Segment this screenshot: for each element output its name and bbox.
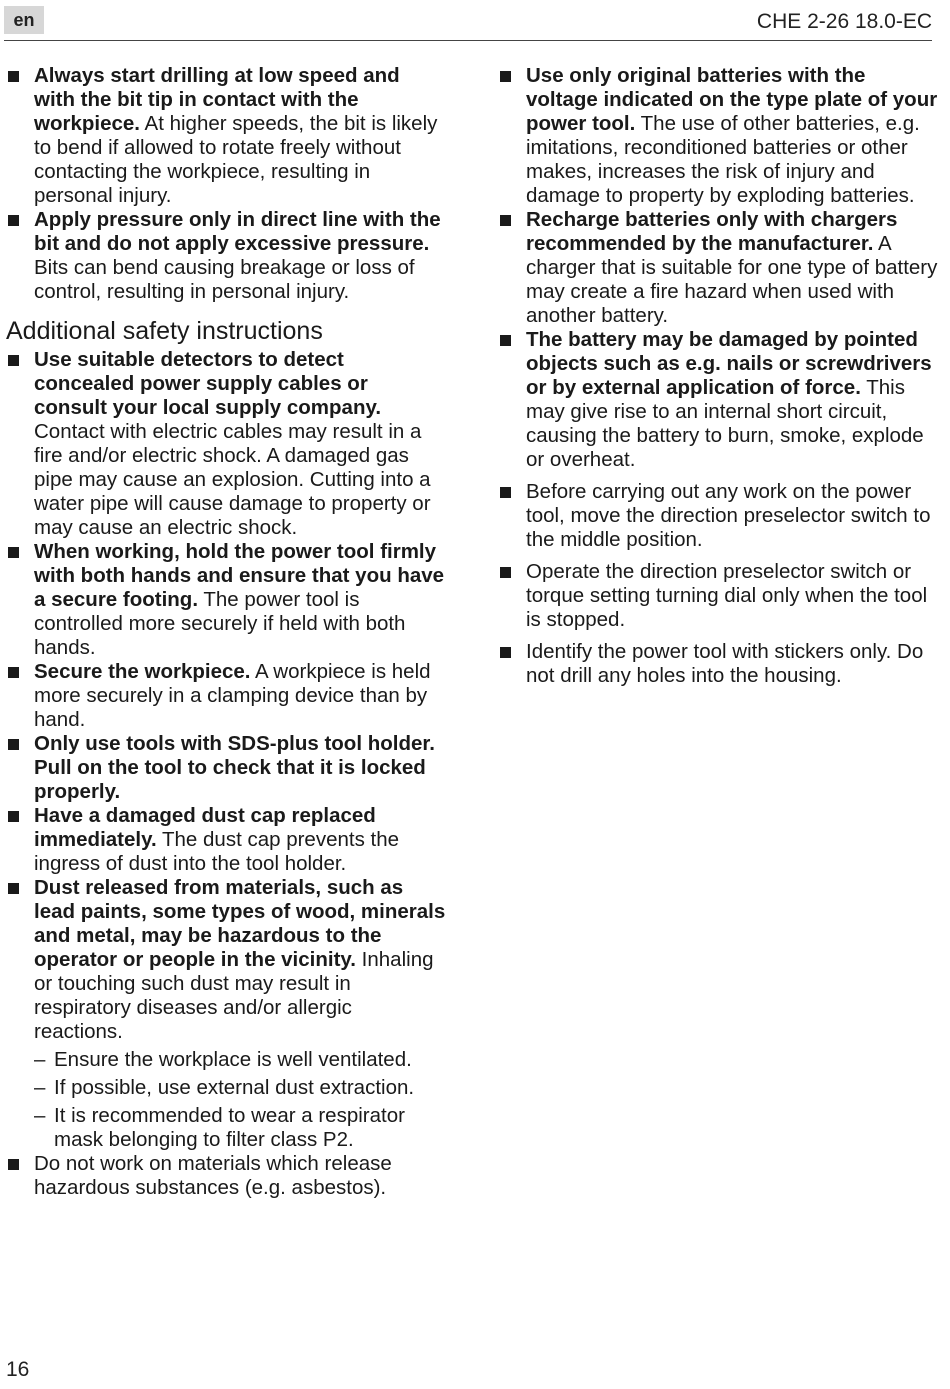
item-text: Before carrying out any work on the power tool, move the direction preselector switch to the middle position. [526, 480, 931, 551]
square-bullet-icon [500, 567, 511, 578]
dash-item-text: Ensure the workplace is well ventilated. [54, 1048, 412, 1071]
square-bullet-icon [8, 215, 19, 226]
safety-item [6, 660, 446, 732]
safety-item [6, 64, 446, 208]
square-bullet-icon [8, 883, 19, 894]
item-text: Identify the power tool with stickers only. Do not drill any holes into the housing. [526, 640, 924, 687]
safety-item [6, 804, 446, 876]
safety-item [6, 1152, 446, 1200]
left-column [6, 64, 446, 1200]
dash-list-item [6, 1076, 446, 1100]
item-bold-text: Secure the workpiece. [34, 660, 251, 683]
square-bullet-icon [8, 739, 19, 750]
safety-item [498, 480, 938, 552]
square-bullet-icon [8, 811, 19, 822]
item-bold-text: The battery may be damaged by pointed objects such as e.g. nails or screwdrivers or by external application of force. [526, 328, 932, 399]
square-bullet-icon [500, 215, 511, 226]
item-text: Contact with electric cables may result in a fire and/or electric shock. A damaged gas pipe may cause an explosion. Cutting into a water pipe will cause damage to property or may cause an electric shock. [34, 420, 431, 539]
item-text: At higher speeds, the bit is likely to bend if allowed to rotate freely without contacting the workpiece, resulting in personal injury. [34, 112, 438, 207]
item-bold-text: Use suitable detectors to detect concealed power supply cables or consult your local supply company. [34, 348, 382, 419]
safety-item [6, 876, 446, 1044]
document-code: CHE 2-26 18.0-EC [756, 10, 932, 33]
item-text: This may give rise to an internal short circuit, causing the battery to burn, smoke, explode or overheat. [526, 376, 924, 471]
safety-item [498, 640, 938, 688]
safety-item [498, 64, 938, 208]
item-bold-text: Always start drilling at low speed and with the bit tip in contact with the workpiece. [34, 64, 400, 135]
page-number: 16 [6, 1358, 30, 1381]
item-text: Bits can bend causing breakage or loss of control, resulting in personal injury. [34, 256, 415, 303]
dash-bullet: – [34, 1076, 46, 1099]
square-bullet-icon [500, 71, 511, 82]
item-text: A workpiece is held more securely in a clamping device than by hand. [34, 660, 431, 731]
safety-item [498, 560, 938, 632]
square-bullet-icon [8, 71, 19, 82]
square-bullet-icon [8, 547, 19, 558]
item-bold-text: Have a damaged dust cap replaced immediately. [34, 804, 376, 851]
section-heading: Additional safety instructions [6, 317, 323, 345]
item-text: A charger that is suitable for one type of battery may create a fire hazard when used with another battery. [526, 232, 938, 327]
dash-bullet: – [34, 1104, 46, 1127]
item-bold-text: Apply pressure only in direct line with the bit and do not apply excessive pressure. [34, 208, 441, 255]
dash-item-text: If possible, use external dust extraction. [54, 1076, 415, 1099]
square-bullet-icon [8, 355, 19, 366]
dash-item-text: It is recommended to wear a respirator mask belonging to filter class P2. [54, 1104, 405, 1151]
header-divider [4, 40, 932, 41]
safety-item [6, 348, 446, 540]
safety-item [6, 208, 446, 304]
safety-item [498, 208, 938, 328]
item-text: The power tool is controlled more securely if held with both hands. [34, 588, 406, 659]
square-bullet-icon [500, 487, 511, 498]
item-text: The dust cap prevents the ingress of dust into the tool holder. [34, 828, 400, 875]
item-bold-text: Recharge batteries only with chargers recommended by the manufacturer. [526, 208, 898, 255]
item-bold-text: Only use tools with SDS-plus tool holder. Pull on the tool to check that it is locked properly. [34, 732, 435, 803]
right-column [498, 64, 938, 688]
item-text: Inhaling or touching such dust may result in respiratory diseases and/or allergic reactions. [34, 948, 434, 1043]
dash-list-item [6, 1048, 446, 1072]
item-bold-text: Use only original batteries with the voltage indicated on the type plate of your power tool. [526, 64, 938, 135]
dash-bullet: – [34, 1048, 46, 1071]
square-bullet-icon [8, 667, 19, 678]
language-badge: en [4, 6, 44, 34]
item-text: The use of other batteries, e.g. imitations, reconditioned batteries or other makes, increases the risk of injury and damage to property by exploding batteries. [526, 112, 920, 207]
item-bold-text: When working, hold the power tool firmly with both hands and ensure that you have a secure footing. [34, 540, 445, 611]
dash-list-item [6, 1104, 446, 1152]
square-bullet-icon [8, 1159, 19, 1170]
item-text: Do not work on materials which release hazardous substances (e.g. asbestos). [34, 1152, 392, 1199]
square-bullet-icon [500, 647, 511, 658]
safety-item [6, 540, 446, 660]
safety-item [498, 328, 938, 472]
item-bold-text: Dust released from materials, such as lead paints, some types of wood, minerals and metal, may be hazardous to the operator or people in the vicinity. [34, 876, 446, 971]
item-text: Operate the direction preselector switch or torque setting turning dial only when the tool is stopped. [526, 560, 928, 631]
safety-item [6, 732, 446, 804]
square-bullet-icon [500, 335, 511, 346]
